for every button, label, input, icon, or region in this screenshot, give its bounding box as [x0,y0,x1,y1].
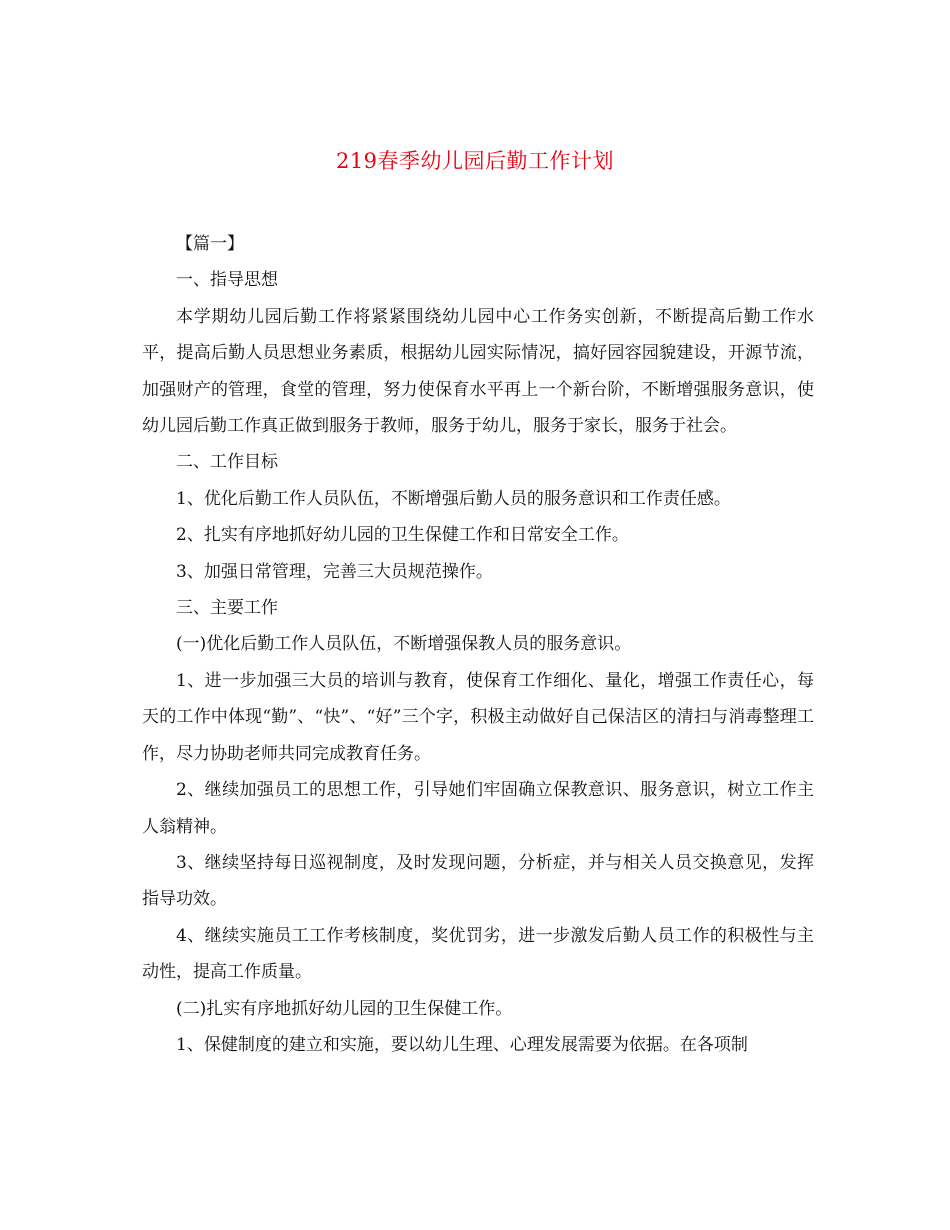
work-item-4: 4、继续实施员工工作考核制度，奖优罚劣，进一步激发后勤人员工作的积极性与主动性，提高工作质量。 [142,925,814,983]
work-item-3: 3、继续坚持每日巡视制度，及时发现问题，分析症，并与相关人员交换意见，发挥指导功效。 [142,852,814,910]
document-title: 219春季幼儿园后勤工作计划 [335,149,615,173]
goal-item-1: 1、优化后勤工作人员队伍，不断增强后勤人员的服务意识和工作责任感。 [176,488,731,509]
paragraph-guiding-ideology: 本学期幼儿园后勤工作将紧紧围绕幼儿园中心工作务实创新，不断提高后勤工作水平，提高后勤人员思想业务素质，根据幼儿园实际情况，搞好园容园貌建设，开源节流，加强财产的管理，食堂的管理，努力使保育水平再上一个新台阶，不断增强服务意识，使幼儿园后勤工作真正做到服务于教师，服务于幼儿，服务于家长，服务于社会。 [142,306,814,437]
section-label: 【篇一】 [176,234,244,254]
document-body [142,226,814,1063]
subheading-1: (一)优化后勤工作人员队伍，不断增强保教人员的服务意识。 [176,634,632,655]
work-item-1: 1、进一步加强三大员的培训与教育，使保育工作细化、量化，增强工作责任心，每天的工作中体现“勤”、“快”、“好”三个字，积极主动做好自己保洁区的清扫与消毒整理工作，尽力协助老师共同完成教育任务。 [142,670,814,764]
work-item-2: 2、继续加强员工的思想工作，引导她们牢固确立保教意识、服务意识，树立工作主人翁精神。 [142,780,814,837]
goal-item-2: 2、扎实有序地抓好幼儿园的卫生保健工作和日常安全工作。 [176,525,629,546]
heading-guiding-ideology: 一、指导思想 [176,270,278,291]
heading-work-goals: 二、工作目标 [176,452,278,473]
health-item-1: 1、保健制度的建立和实施，要以幼儿生理、心理发展需要为依据。在各项制 [176,1034,748,1055]
goal-item-3: 3、加强日常管理，完善三大员规范操作。 [176,561,493,582]
subheading-2: (二)扎实有序地抓好幼儿园的卫生保健工作。 [176,998,513,1019]
heading-main-work: 三、主要工作 [176,598,278,619]
